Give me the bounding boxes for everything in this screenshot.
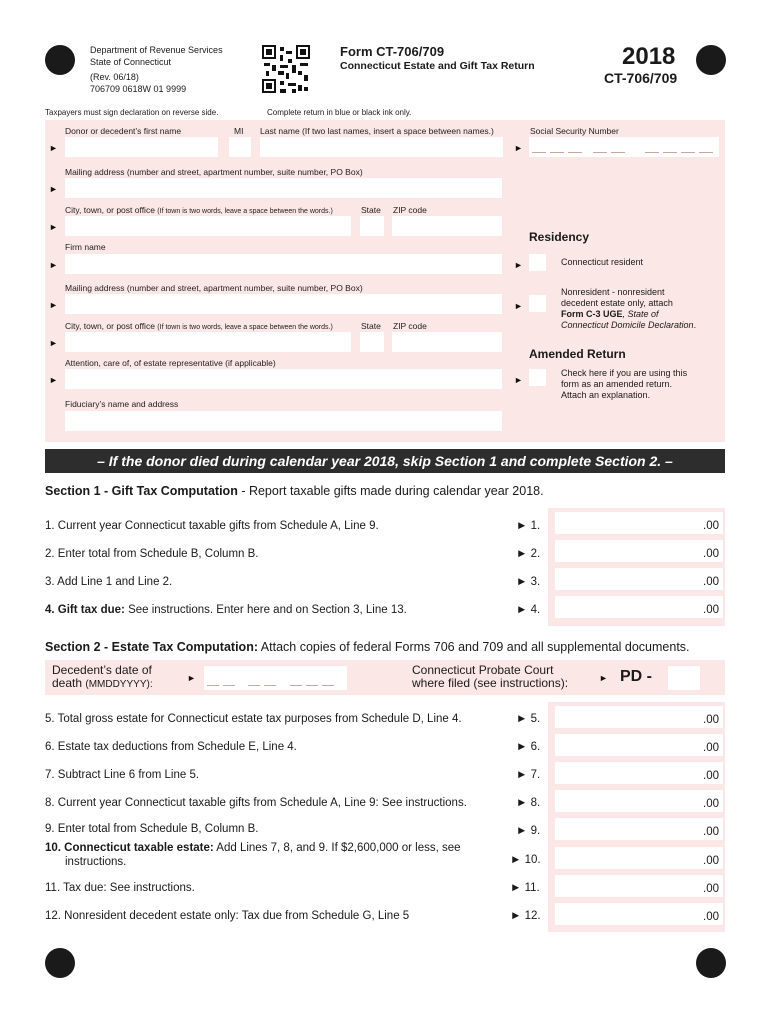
- fiduciary-label: Fiduciary’s name and address: [65, 399, 179, 409]
- line-8-amount-field[interactable]: .00: [555, 790, 723, 812]
- resident-checkbox[interactable]: [529, 254, 546, 271]
- residency-heading: Residency: [529, 230, 590, 244]
- registration-mark-bottom-right: [696, 948, 726, 978]
- last-name-field[interactable]: [260, 137, 503, 157]
- attention-label: Attention, care of, of estate representative (if applicable): [65, 358, 276, 368]
- line-1-amount-field[interactable]: .00: [555, 512, 723, 534]
- line-3-label: 3. Add Line 1 and Line 2.: [45, 576, 173, 588]
- line-7-amount-field[interactable]: .00: [555, 762, 723, 784]
- firm-state-field[interactable]: [360, 332, 384, 352]
- city-field[interactable]: [65, 216, 351, 236]
- first-name-label: Donor or decedent’s first name: [65, 126, 182, 136]
- signature-note: Taxpayers must sign declaration on reverse side.: [45, 108, 219, 117]
- firm-mailing-address-field[interactable]: [65, 294, 502, 314]
- amended-checkbox[interactable]: [529, 369, 546, 386]
- date-of-death-label: Decedent’s date of death (MMDDYYYY):: [52, 663, 153, 690]
- line-5-amount-field[interactable]: .00: [555, 706, 723, 728]
- line-12-label: 12. Nonresident decedent estate only: Tax due from Schedule G, Line 5: [45, 910, 410, 922]
- last-name-label: Last name (If two last names, insert a space between names.): [260, 126, 494, 136]
- line-9-label: 9. Enter total from Schedule B, Column B.: [45, 823, 259, 835]
- city-label: City, town, or post office (If town is two words, leave a space between the words.): [65, 205, 333, 215]
- probate-district-field[interactable]: [668, 666, 700, 690]
- arrow-icon: ►: [514, 375, 523, 385]
- agency-name: Department of Revenue Services: [90, 45, 223, 55]
- registration-mark-top-right: [696, 45, 726, 75]
- fiduciary-field[interactable]: [65, 411, 502, 431]
- zip-field[interactable]: [392, 216, 502, 236]
- firm-state-label: State: [361, 321, 381, 331]
- firm-mailing-address-label: Mailing address (number and street, apartment number, suite number, PO Box): [65, 283, 363, 293]
- line-12-amount-field[interactable]: .00: [555, 903, 723, 925]
- qr-code-icon: [262, 45, 310, 93]
- mailing-address-field[interactable]: [65, 178, 502, 198]
- arrow-icon: ►: [49, 338, 58, 348]
- line-6-amount-field[interactable]: .00: [555, 734, 723, 756]
- nonresident-option-label: Nonresident - nonresident decedent estate only, attach Form C-3 UGE, State of Connecticut Domicile Declaration.: [561, 287, 697, 330]
- arrow-icon: ►: [514, 143, 523, 153]
- firm-city-field[interactable]: [65, 332, 351, 352]
- line-10-number: ► 10.: [510, 854, 541, 866]
- line-2-amount-field[interactable]: .00: [555, 540, 723, 562]
- agency-state: State of Connecticut: [90, 57, 172, 67]
- amended-heading: Amended Return: [529, 347, 626, 361]
- line-8-number: ► 8.: [516, 797, 541, 809]
- amended-instructions: Check here if you are using this form as an amended return. Attach an explanation.: [561, 368, 688, 400]
- line-3-number: ► 3.: [516, 576, 541, 588]
- firm-name-label: Firm name: [65, 242, 106, 252]
- ink-note: Complete return in blue or black ink only.: [267, 108, 412, 117]
- state-label: State: [361, 205, 381, 215]
- arrow-icon: ►: [49, 375, 58, 385]
- line-4-number: ► 4.: [516, 604, 541, 616]
- firm-name-field[interactable]: [65, 254, 502, 274]
- firm-zip-field[interactable]: [392, 332, 502, 352]
- line-11-amount-field[interactable]: .00: [555, 875, 723, 897]
- line-10-label: 10. Connecticut taxable estate: Add Lines 7, 8, and 9. If $2,600,000 or less, see instructions.: [45, 842, 461, 868]
- line-8-label: 8. Current year Connecticut taxable gifts from Schedule A, Line 9: See instructions.: [45, 797, 467, 809]
- line-9-number: ► 9.: [516, 825, 541, 837]
- section1-heading: Section 1 - Gift Tax Computation - Report taxable gifts made during calendar year 2018.: [45, 484, 544, 498]
- arrow-icon: ►: [599, 673, 608, 683]
- firm-city-label: City, town, or post office (If town is two words, leave a space between the words.): [65, 321, 333, 331]
- probate-district-prefix: PD -: [620, 668, 652, 685]
- attention-field[interactable]: [65, 369, 502, 389]
- date-of-death-field[interactable]: [204, 666, 347, 690]
- ssn-field[interactable]: [529, 137, 719, 157]
- nonresident-checkbox[interactable]: [529, 295, 546, 312]
- line-6-number: ► 6.: [516, 741, 541, 753]
- line-12-number: ► 12.: [510, 910, 541, 922]
- arrow-icon: ►: [187, 673, 196, 683]
- arrow-icon: ►: [514, 260, 523, 270]
- line-1-label: 1. Current year Connecticut taxable gifts from Schedule A, Line 9.: [45, 520, 379, 532]
- registration-mark-bottom-left: [45, 948, 75, 978]
- mi-label: MI: [234, 126, 244, 136]
- line-4-amount-field[interactable]: .00: [555, 596, 723, 618]
- section2-heading: Section 2 - Estate Tax Computation: Attach copies of federal Forms 706 and 709 and all supplemental documents.: [45, 640, 690, 654]
- line-5-number: ► 5.: [516, 713, 541, 725]
- line-2-label: 2. Enter total from Schedule B, Column B.: [45, 548, 259, 560]
- arrow-icon: ►: [49, 222, 58, 232]
- zip-label: ZIP code: [393, 205, 427, 215]
- form-id: CT-706/709: [604, 70, 678, 86]
- form-number: Form CT-706/709: [340, 44, 445, 59]
- line-10-amount-field[interactable]: .00: [555, 847, 723, 869]
- form-year: 2018: [622, 43, 676, 70]
- mi-field[interactable]: [229, 137, 251, 157]
- resident-option-label: Connecticut resident: [561, 257, 644, 267]
- ssn-label: Social Security Number: [530, 126, 619, 136]
- line-5-label: 5. Total gross estate for Connecticut estate tax purposes from Schedule D, Line 4.: [45, 713, 462, 725]
- arrow-icon: ►: [49, 143, 58, 153]
- line-2-number: ► 2.: [516, 548, 541, 560]
- mailing-address-label: Mailing address (number and street, apartment number, suite number, PO Box): [65, 167, 363, 177]
- form-title: Connecticut Estate and Gift Tax Return: [340, 60, 535, 72]
- revision-date: (Rev. 06/18): [90, 72, 139, 82]
- line-1-number: ► 1.: [516, 520, 541, 532]
- line-7-number: ► 7.: [516, 769, 541, 781]
- registration-mark-top-left: [45, 45, 75, 75]
- line-9-amount-field[interactable]: .00: [555, 818, 723, 840]
- line-4-label: 4. Gift tax due: See instructions. Enter here and on Section 3, Line 13.: [45, 604, 407, 616]
- state-field[interactable]: [360, 216, 384, 236]
- line-3-amount-field[interactable]: .00: [555, 568, 723, 590]
- line-11-label: 11. Tax due: See instructions.: [45, 882, 195, 894]
- firm-zip-label: ZIP code: [393, 321, 427, 331]
- form-code: 706709 0618W 01 9999: [90, 84, 187, 94]
- line-11-number: ► 11.: [510, 882, 540, 894]
- arrow-icon: ►: [49, 300, 58, 310]
- arrow-icon: ►: [49, 184, 58, 194]
- line-6-label: 6. Estate tax deductions from Schedule E, Line 4.: [45, 741, 297, 753]
- probate-court-label: Connecticut Probate Court where filed (see instructions):: [412, 663, 569, 690]
- first-name-field[interactable]: [65, 137, 218, 157]
- line-7-label: 7. Subtract Line 6 from Line 5.: [45, 769, 200, 781]
- banner-text: – If the donor died during calendar year 2018, skip Section 1 and complete Section 2. –: [97, 453, 673, 469]
- arrow-icon: ►: [49, 260, 58, 270]
- arrow-icon: ►: [514, 301, 523, 311]
